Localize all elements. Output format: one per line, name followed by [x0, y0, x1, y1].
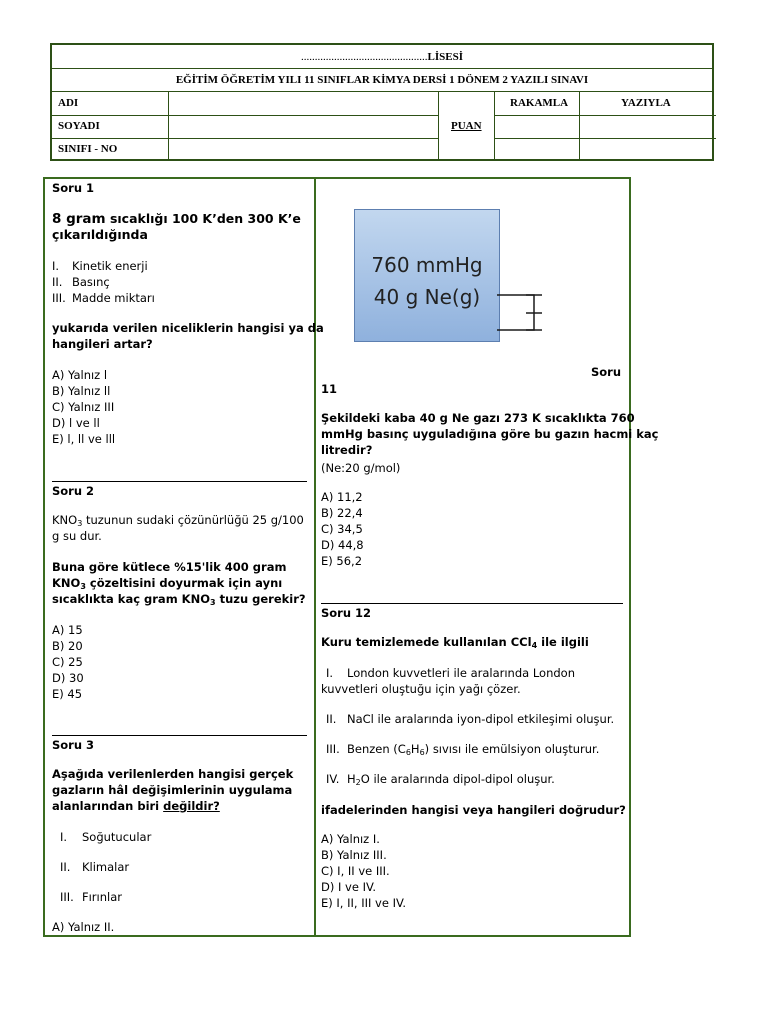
score-words-label: YAZIYLA: [621, 97, 671, 109]
school-label: LİSESİ: [427, 50, 463, 63]
answer-option[interactable]: D) I ve IV.: [321, 880, 377, 894]
answer-option[interactable]: E) 45: [52, 687, 83, 701]
question-12-item: I. London kuvvetleri ile aralarında London kuvvetleri oluştuğu için yağı çözer.: [321, 666, 576, 696]
answer-option[interactable]: E) l, ll ve lll: [52, 432, 116, 446]
answer-option[interactable]: C) 34,5: [321, 522, 363, 536]
class-no-label: SINIFI - NO: [58, 143, 118, 155]
divider: [52, 735, 307, 736]
question-1-stem-line2: çıkarıldığında: [52, 227, 148, 242]
figure-gas-label: 40 g Ne(g): [373, 285, 481, 309]
question-11-number-word: Soru: [591, 365, 622, 379]
question-2-number: Soru 2: [52, 484, 95, 498]
school-row: [52, 45, 712, 69]
manometer-tube-icon: [497, 292, 549, 338]
question-3-prompt: Aşağıda verilenlerden hangisi gerçek gazların hâl değişimlerinin uygulama alanlarından biri değildir?: [52, 767, 294, 813]
question-1-number: Soru 1: [52, 181, 95, 195]
question-1-item: III. Madde miktarı: [52, 291, 155, 305]
answer-option[interactable]: D) 30: [52, 671, 84, 685]
name-label: ADI: [58, 97, 79, 109]
question-2-intro: $KNO_3$ tuzunun sudaki çözünürlüğü 25 g/100 g su dur.: [52, 513, 304, 543]
question-3-number: Soru 3: [52, 738, 95, 752]
class-no-field[interactable]: [169, 139, 438, 160]
question-12-options: [321, 831, 406, 911]
question-1-item: II. Basınç: [52, 275, 110, 289]
question-1-options: [52, 367, 115, 447]
student-info-grid: [52, 92, 712, 159]
figure-pressure-label: 760 mmHg: [371, 253, 483, 277]
exam-header-table: [50, 43, 714, 161]
answer-option[interactable]: A) Yalnız l: [52, 368, 108, 382]
school-name-blank[interactable]: ..............................................: [301, 50, 428, 63]
question-3-options: [52, 919, 114, 935]
answer-option[interactable]: C) 25: [52, 655, 83, 669]
answer-option[interactable]: E) I, II, III ve IV.: [321, 896, 407, 910]
divider: [52, 481, 307, 482]
question-12-item: IV. $H_2O$ ile aralarında dipol-dipol oluşur.: [326, 772, 555, 787]
answer-option[interactable]: B) Yalnız ll: [52, 384, 111, 398]
answer-option[interactable]: C) I, II ve III.: [321, 864, 390, 878]
question-12-prompt: ifadelerinden hangisi veya hangileri doğrudur?: [321, 803, 626, 817]
question-11-number-digits: 11: [321, 382, 338, 396]
exam-title: EĞİTİM ÖĞRETİM YILI 11 SINIFLAR KİMYA DERSİ 1 DÖNEM 2 YAZILI SINAVI: [175, 74, 589, 86]
answer-option[interactable]: B) 20: [52, 639, 83, 653]
answer-option[interactable]: D) 44,8: [321, 538, 364, 552]
surname-field[interactable]: [169, 116, 438, 138]
question-11-prompt: Şekildeki kaba 40 g Ne gazı 273 K sıcaklıkta 760 mmHg basınç uyguladığına göre bu gazın hacmi kaç litredir?: [321, 411, 659, 457]
score-digits-field[interactable]: [495, 116, 579, 160]
surname-label: SOYADI: [58, 120, 100, 132]
score-words-field[interactable]: [580, 116, 716, 160]
name-field[interactable]: [169, 92, 438, 115]
question-3-item: I. Soğutucular: [60, 830, 152, 844]
answer-option[interactable]: D) l ve ll: [52, 416, 100, 430]
answer-option[interactable]: C) Yalnız III: [52, 400, 115, 414]
answer-option[interactable]: B) Yalnız III.: [321, 848, 387, 862]
answer-option[interactable]: A) Yalnız I.: [321, 832, 380, 846]
answer-option[interactable]: A) 15: [52, 623, 83, 637]
question-3-item: III. Fırınlar: [60, 890, 122, 904]
question-1-stem-line1: sıcaklığı 100 K’den 300 K’e: [105, 211, 301, 226]
gas-container-figure: [354, 209, 500, 342]
question-1-stem: [52, 211, 301, 243]
question-1-mass: 8 gram: [52, 211, 106, 227]
answer-option[interactable]: A) Yalnız II.: [52, 920, 115, 934]
question-2-options: [52, 622, 84, 702]
question-1-item: I. Kinetik enerji: [52, 259, 148, 273]
question-3-item: II. Klimalar: [60, 860, 130, 874]
exam-title-row: [52, 69, 712, 92]
question-1-prompt: yukarıda verilen niceliklerin hangisi ya da hangileri artar?: [52, 321, 324, 351]
question-12-item: III. Benzen $(C_6H_6)$ sıvısı ile emülsiyon oluşturur.: [326, 742, 600, 757]
answer-option[interactable]: B) 22,4: [321, 506, 363, 520]
score-label: PUAN: [451, 120, 482, 132]
answer-option[interactable]: A) 11,2: [321, 490, 363, 504]
question-11-note: (Ne:20 g/mol): [321, 461, 401, 475]
question-12-stem: Kuru temizlemede kullanılan CCl$_4$ ile ilgili: [321, 635, 589, 650]
question-1-items: [52, 258, 155, 306]
question-12-number: Soru 12: [321, 606, 372, 620]
score-digits-label: RAKAMLA: [510, 97, 569, 109]
divider: [321, 603, 623, 604]
question-11-options: [321, 489, 364, 569]
question-2-prompt: Buna göre kütlece %15'lik 400 gram $KNO_3$ çözeltisini doyurmak için aynı sıcaklıkta kaç gram $KNO_3$ tuzu gerekir?: [52, 560, 306, 607]
question-12-item: II. NaCl ile aralarında iyon-dipol etkileşimi oluşur.: [326, 712, 615, 726]
answer-option[interactable]: E) 56,2: [321, 554, 363, 568]
